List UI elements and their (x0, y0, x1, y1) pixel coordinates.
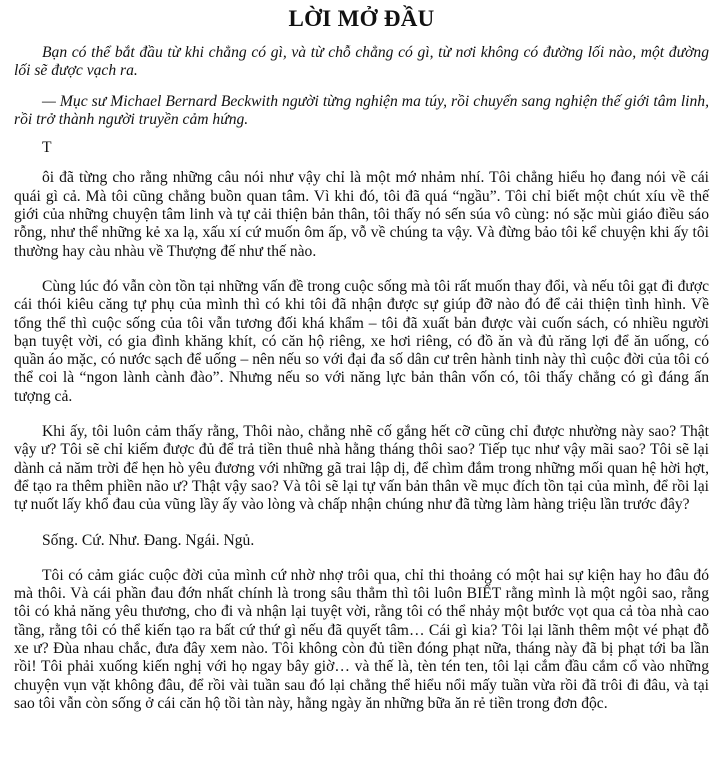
body-paragraph-3: Khi ấy, tôi luôn cảm thấy rằng, Thôi nào, chẳng nhẽ cố gắng hết cỡ cũng chỉ được nhường này sao? Thật vậy ư? Tôi sẽ chỉ kiếm được đủ để trả tiền thuê nhà hằng tháng thôi sao? Tiếp tục như vậy mãi sao? Tôi sẽ lại dành cả năm trời để hẹn hò yêu đương với những gã trai lập dị, để chìm đắm trong những mối quan hệ hời hợt, để tạo ra thêm phiền não ư? Thật vậy sao? Và tôi sẽ lại tự vấn bản thân về mục đích tồn tại của mình, để rồi lại tự nuốt lấy khổ đau của vũng lầy ấy vào lòng và chấp nhận chúng như đã từng làm hàng triệu lần trước đây? (14, 423, 709, 514)
body-paragraph-2: Cùng lúc đó vẫn còn tồn tại những vấn đề trong cuộc sống mà tôi rất muốn thay đổi, và nếu tôi gạt đi được cái thói kiêu căng tự phụ của mình thì có khi tôi đã nhận được sự giúp đỡ nào đó để cải thiện tình hình. Về tổng thể thì cuộc sống của tôi vẫn tương đối khá khẩm – tôi đã xuất bản được vài cuốn sách, có nhiều người bạn tuyệt vời, có gia đình khăng khít, có căn hộ riêng, xe hơi riêng, có đồ ăn và đủ răng lợi để ăn uống, có quần áo mặc, có nước sạch để uống – nên nếu so với đại đa số dân cư trên hành tinh này thì cuộc đời của tôi có thể coi là “ngon lành cành đào”. Nhưng nếu so với năng lực bản thân vốn có, tôi thấy chẳng có gì đáng ấn tượng cả. (14, 277, 709, 405)
epigraph-quote: Bạn có thể bắt đầu từ khi chẳng có gì, và từ chỗ chẳng có gì, từ nơi không có đường lối nào, một đường lối sẽ được vạch ra. (14, 44, 709, 80)
epigraph-attribution: — Mục sư Michael Bernard Beckwith người từng nghiện ma túy, rồi chuyển sang nghiện thế giới tâm linh, rồi trở thành người truyền cảm hứng. (14, 92, 709, 128)
body-paragraph-1: ôi đã từng cho rằng những câu nói như vậy chỉ là một mớ nhảm nhí. Tôi chẳng hiểu họ đang nói về cái quái gì cả. Mà tôi cũng chẳng buồn quan tâm. Vì khi đó, tôi đã quá “ngầu”. Tôi chỉ biết một chút xíu về thế giới của những chuyện tâm linh và tự cải thiện bản thân, tôi thấy nó sến súa vô cùng: nó sặc mùi giáo điều sáo rỗng, như thể những kẻ xa lạ, xấu xí cứ muốn ôm ấp, vỗ về chúng ta vậy. Và đừng bảo tôi kể chuyện khi ấy tôi thường hay càu nhàu về Thượng đế như thế nào. (14, 169, 709, 260)
body-paragraph-5: Tôi có cảm giác cuộc đời của mình cứ nhờ nhợ trôi qua, chỉ thi thoảng có một hai sự kiện hay ho đâu đó mà thôi. Và cái phần đau đớn nhất chính là trong sâu thẳm thì tôi luôn BIẾT rằng mình là một ngôi sao, rằng tôi có khả năng yêu thương, cho đi và nhận lại tuyệt vời, rằng tôi có thể nhảy một bước vọt qua cả tòa nhà cao tầng, rằng tôi có thể kiến tạo ra bất cứ thứ gì nếu đã quyết tâm… Cái gì kia? Tôi lại lãnh thêm một vé phạt đỗ xe ư? Đùa nhau chắc, đưa đây xem nào. Tôi không còn đủ tiền đóng phạt nữa, tháng này đã bị phạt tới ba lần rồi! Tôi phải xuống kiến nghị với họ ngay bây giờ… và thế là, tèn tén ten, tôi lại cắm đầu cắm cổ vào những chuyện vụn vặt không đâu, để rồi vài tuần sau đó lại chẳng thể hiểu nổi mấy tuần vừa rồi đã trôi đi đâu, và tại sao tôi vẫn còn sống ở cái căn hộ tồi tàn này, hằng ngày ăn những bữa ăn rẻ tiền trong đơn độc. (14, 566, 709, 712)
chapter-title: LỜI MỞ ĐẦU (288, 6, 435, 31)
drop-letter: T (42, 139, 52, 157)
body-paragraph-4: Sống. Cứ. Như. Đang. Ngái. Ngủ. (42, 531, 255, 549)
